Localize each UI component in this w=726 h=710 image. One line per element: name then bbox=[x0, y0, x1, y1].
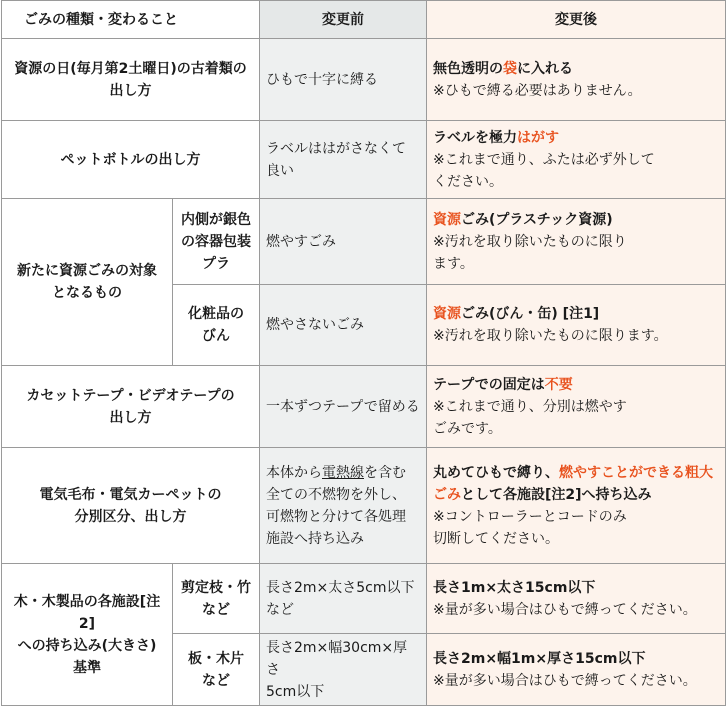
before-cell bbox=[260, 564, 427, 634]
sub-line: 内側が銀色 bbox=[181, 211, 251, 228]
after-highlight: 袋 bbox=[503, 60, 517, 77]
table-row-wood-branches bbox=[2, 564, 726, 634]
after-text: ラベルを極力 bbox=[433, 129, 517, 146]
after-note: ※ひもで縛る必要はありません。 bbox=[433, 82, 642, 99]
before-line: ラベルははがさなくて bbox=[266, 140, 406, 157]
header-row bbox=[2, 1, 726, 39]
after-cell bbox=[427, 564, 726, 634]
after-text: 無色透明の bbox=[433, 60, 503, 77]
before-cell: ひもで十字に縛る bbox=[260, 39, 427, 121]
category-cell bbox=[2, 448, 260, 564]
after-note: ます。 bbox=[433, 255, 474, 272]
category-line: 木・木製品の各施設[注2] bbox=[13, 593, 161, 632]
category-cell bbox=[2, 564, 173, 706]
category-cell bbox=[2, 39, 260, 121]
subcategory-cell bbox=[173, 199, 260, 285]
after-cell bbox=[427, 448, 726, 564]
after-text: 長さ2m×幅1m×厚さ15cm以下 bbox=[433, 650, 646, 667]
before-line: 全ての不燃物を外し、 bbox=[266, 486, 406, 503]
after-text: として各施設[注2]へ持ち込み bbox=[461, 486, 652, 503]
before-line: 可燃物と分けて各処理 bbox=[266, 508, 406, 525]
category-line: への持ち込み(大きさ) bbox=[17, 637, 157, 654]
before-cell: 燃やすごみ bbox=[260, 199, 427, 285]
after-note: ※汚れを取り除いたものに限り bbox=[433, 233, 627, 250]
after-note: ※汚れを取り除いたものに限ります。 bbox=[433, 328, 668, 344]
table-row-pet-bottle bbox=[2, 121, 726, 199]
after-text: 丸めてひもで縛り、 bbox=[433, 464, 559, 481]
before-underline: 電熱線 bbox=[322, 464, 364, 481]
before-line: など bbox=[266, 601, 294, 618]
before-line: 良い bbox=[266, 162, 294, 179]
before-line: 5cm以下 bbox=[266, 683, 325, 700]
table-row-clothes bbox=[2, 39, 726, 121]
before-text: を含む bbox=[364, 464, 406, 481]
subcategory-cell bbox=[173, 634, 260, 706]
header-category: ごみの種類・変わること bbox=[2, 1, 260, 39]
after-text: に入れる bbox=[517, 60, 573, 77]
category-line: 基準 bbox=[73, 659, 101, 676]
category-line: となるもの bbox=[52, 285, 122, 301]
category-line: 出し方 bbox=[109, 409, 152, 426]
category-cell: ペットボトルの出し方 bbox=[2, 121, 260, 199]
after-cell bbox=[427, 199, 726, 285]
category-line: 分別区分、出し方 bbox=[74, 508, 187, 525]
before-line: 長さ2m×幅30cm×厚さ bbox=[266, 639, 408, 678]
category-line: 出し方 bbox=[109, 82, 152, 99]
after-cell bbox=[427, 634, 726, 706]
category-line: 資源の日(毎月第2土曜日)の古着類の bbox=[14, 60, 247, 77]
after-note: ※量が多い場合はひもで縛ってください。 bbox=[433, 672, 697, 689]
table-row-electric-blanket bbox=[2, 448, 726, 564]
category-cell bbox=[2, 199, 173, 366]
after-note: ※コントローラーとコードのみ bbox=[433, 508, 627, 525]
after-cell bbox=[427, 39, 726, 121]
after-note: 切断してください。 bbox=[433, 530, 559, 547]
after-note: ごみです。 bbox=[433, 420, 502, 437]
category-line: 電気毛布・電気カーペットの bbox=[39, 486, 222, 503]
category-cell bbox=[2, 366, 260, 448]
before-cell: 一本ずつテープで留める bbox=[260, 366, 427, 448]
after-text: テープでの固定は bbox=[433, 376, 545, 393]
sub-line: など bbox=[202, 672, 230, 689]
after-highlight: 資源 bbox=[433, 211, 461, 228]
after-note: ください。 bbox=[433, 173, 503, 190]
after-text: ごみ(びん・缶) [注1] bbox=[461, 306, 600, 322]
after-cell bbox=[427, 121, 726, 199]
after-highlight: ごみ bbox=[433, 486, 461, 503]
sub-line: 剪定枝・竹 bbox=[181, 579, 251, 596]
after-highlight: はがす bbox=[517, 129, 559, 146]
sub-line: の容器包装 bbox=[181, 233, 251, 250]
before-text: 本体から bbox=[266, 464, 322, 481]
after-note: ※これまで通り、分別は燃やす bbox=[433, 398, 627, 415]
sub-line: びん bbox=[202, 328, 230, 344]
after-highlight: 資源 bbox=[433, 306, 461, 322]
table-row-cassette bbox=[2, 366, 726, 448]
after-note: ※量が多い場合はひもで縛ってください。 bbox=[433, 601, 697, 618]
sub-line: プラ bbox=[202, 255, 230, 272]
table-row-new-resource-plastic bbox=[2, 199, 726, 285]
sub-line: など bbox=[202, 601, 230, 618]
after-text: ごみ(プラスチック資源) bbox=[461, 211, 613, 228]
subcategory-cell bbox=[173, 285, 260, 366]
before-cell bbox=[260, 634, 427, 706]
before-cell bbox=[260, 121, 427, 199]
after-cell bbox=[427, 366, 726, 448]
after-note: ※これまで通り、ふたは必ず外して bbox=[433, 151, 655, 168]
header-before: 変更前 bbox=[260, 1, 427, 39]
sub-line: 板・木片 bbox=[188, 650, 244, 667]
before-line: 施設へ持ち込み bbox=[266, 530, 364, 547]
header-after: 変更後 bbox=[427, 1, 726, 39]
after-text: 長さ1m×太さ15cm以下 bbox=[433, 579, 596, 596]
sub-line: 化粧品の bbox=[188, 306, 244, 322]
category-line: 新たに資源ごみの対象 bbox=[17, 263, 157, 279]
before-cell: 燃やさないごみ bbox=[260, 285, 427, 366]
category-line: カセットテープ・ビデオテープの bbox=[26, 387, 235, 404]
after-cell bbox=[427, 285, 726, 366]
after-highlight: 燃やすことができる粗大 bbox=[559, 464, 713, 481]
after-highlight: 不要 bbox=[544, 376, 573, 393]
subcategory-cell bbox=[173, 564, 260, 634]
before-line: 長さ2m×太さ5cm以下 bbox=[266, 579, 415, 596]
before-cell bbox=[260, 448, 427, 564]
change-table bbox=[1, 0, 726, 706]
